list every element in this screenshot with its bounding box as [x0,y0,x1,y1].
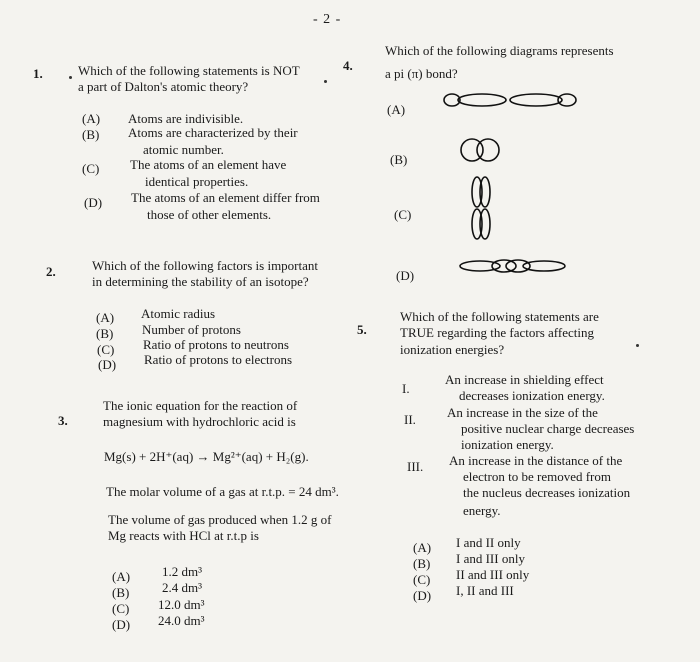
option-label[interactable]: (B) [112,585,130,600]
option-label[interactable]: (B) [413,556,431,571]
option-text[interactable]: atomic number. [143,142,224,157]
chemical-equation: Mg(s) + 2H⁺(aq) → Mg²⁺(aq) + H₂(g). [104,449,309,464]
option-text[interactable]: Number of protons [142,322,241,337]
statement-text: An increase in the distance of the [449,453,623,468]
statement-text: decreases ionization energy. [459,388,605,403]
option-label[interactable]: (D) [396,268,415,283]
option-label[interactable]: (C) [394,207,412,222]
orbital-diagram-c[interactable] [467,175,495,241]
option-label[interactable]: (B) [82,127,100,142]
question-stem-line: in determining the stability of an isotope? [92,274,309,289]
question-number: 1. [33,66,43,81]
option-label[interactable]: (A) [413,540,432,555]
option-label[interactable]: (B) [390,152,408,167]
statement-text: An increase in the size of the [447,405,598,420]
statement-text: An increase in shielding effect [445,372,604,387]
page-number: - 2 - [313,12,342,27]
orbital-diagram-a[interactable] [440,88,580,112]
option-text[interactable]: Ratio of protons to electrons [144,352,293,367]
option-label[interactable]: (D) [413,588,432,603]
question-stem-line: Which of the following diagrams represents [385,43,614,58]
question-stem-line: a part of Dalton's atomic theory? [78,79,249,94]
option-label[interactable]: (A) [96,310,115,325]
molar-volume-note: The molar volume of a gas at r.t.p. = 24 dm³. [106,484,339,499]
option-text[interactable]: I and III only [456,551,525,566]
option-text[interactable]: identical properties. [145,174,249,189]
option-label[interactable]: (C) [112,601,130,616]
question-number: 4. [343,58,353,73]
option-label[interactable]: (D) [112,617,131,632]
question-stem-line: a pi (π) bond? [385,66,458,81]
speck [324,80,327,83]
option-label[interactable]: (A) [112,569,131,584]
question-line: Mg reacts with HCl at r.t.p is [108,528,259,543]
option-text[interactable]: 1.2 dm³ [162,564,203,579]
question-stem-line: magnesium with hydrochloric acid is [103,414,296,429]
orbital-diagram-d[interactable] [458,254,568,278]
option-label[interactable]: (D) [98,357,117,372]
question-stem-line: Which of the following statements is NOT [78,63,300,78]
question-stem-line: ionization energies? [400,342,505,357]
option-text[interactable]: Atoms are characterized by their [128,125,298,140]
option-label[interactable]: (C) [82,161,100,176]
option-text[interactable]: Ratio of protons to neutrons [143,337,289,352]
statement-label: III. [407,459,424,474]
speck [69,76,72,79]
option-text[interactable]: I, II and III [456,583,514,598]
statement-text: the nucleus decreases ionization [463,485,631,500]
orbital-diagram-b[interactable] [458,135,502,165]
option-text[interactable]: The atoms of an element have [130,157,287,172]
statement-label: I. [402,381,410,396]
option-text[interactable]: I and II only [456,535,521,550]
option-label[interactable]: (C) [97,342,115,357]
question-stem-line: TRUE regarding the factors affecting [400,325,594,340]
question-number: 5. [357,322,367,337]
statement-label: II. [404,412,416,427]
option-text[interactable]: The atoms of an element differ from [131,190,320,205]
speck [636,344,639,347]
option-label[interactable]: (D) [84,195,103,210]
option-text[interactable]: 24.0 dm³ [158,613,205,628]
option-text[interactable]: Atoms are indivisible. [128,111,244,126]
option-text[interactable]: 2.4 dm³ [162,580,203,595]
statement-text: positive nuclear charge decreases [461,421,635,436]
option-label[interactable]: (B) [96,326,114,341]
option-text[interactable]: Atomic radius [141,306,216,321]
option-label[interactable]: (A) [387,102,406,117]
question-number: 3. [58,413,68,428]
statement-text: energy. [463,503,501,518]
option-label[interactable]: (A) [82,111,101,126]
option-text[interactable]: those of other elements. [147,207,272,222]
question-line: The volume of gas produced when 1.2 g of [108,512,332,527]
question-stem-line: Which of the following statements are [400,309,599,324]
option-label[interactable]: (C) [413,572,431,587]
option-text[interactable]: 12.0 dm³ [158,597,205,612]
option-text[interactable]: II and III only [456,567,530,582]
question-number: 2. [46,264,56,279]
statement-text: electron to be removed from [463,469,611,484]
question-stem-line: Which of the following factors is important [92,258,319,273]
statement-text: ionization energy. [461,437,554,452]
question-stem-line: The ionic equation for the reaction of [103,398,298,413]
